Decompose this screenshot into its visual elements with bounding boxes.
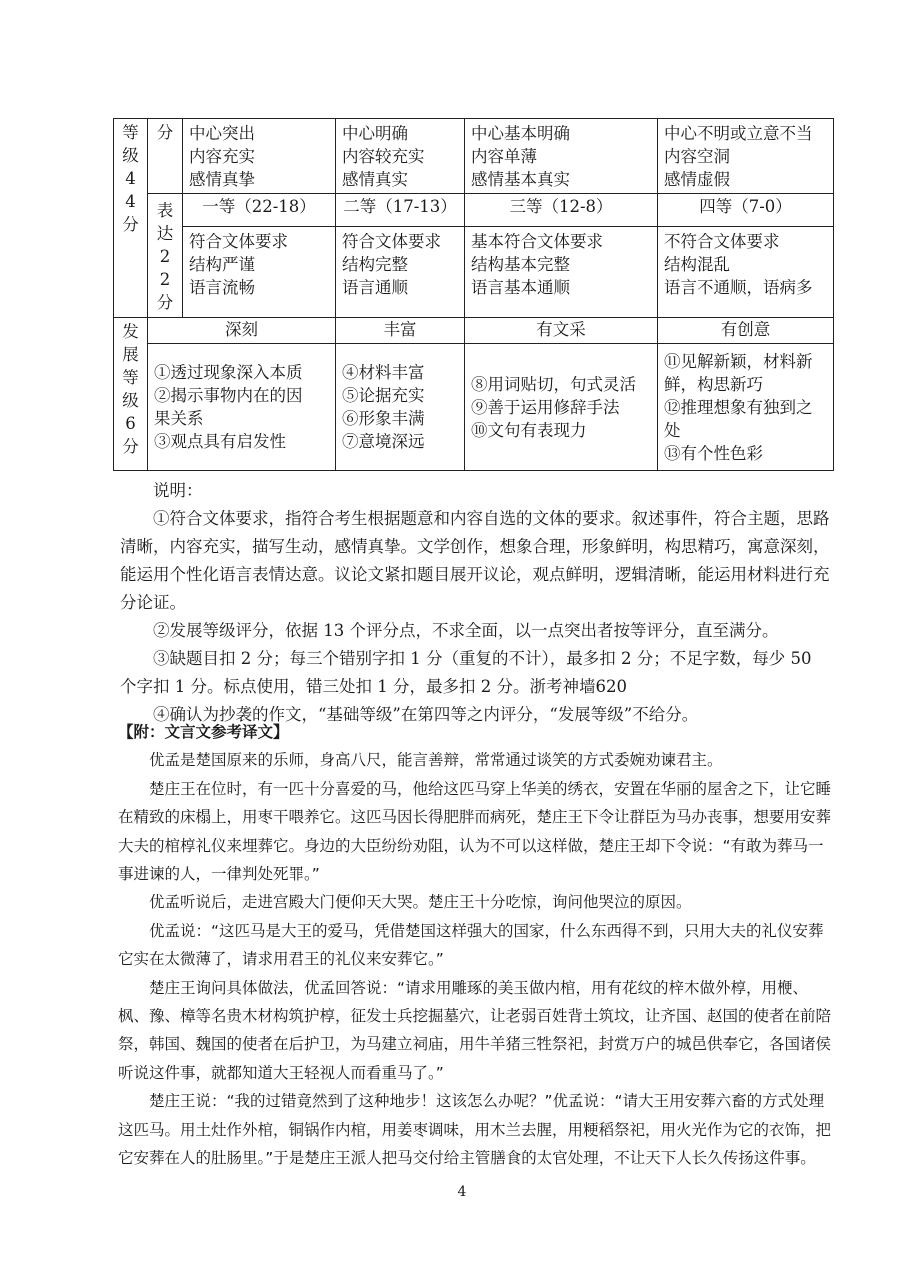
note-item: ④确认为抄袭的作文，“基础等级”在第四等之内评分，“发展等级”不给分。 [153, 705, 699, 724]
dev-cell-3 [465, 344, 658, 471]
content-cell-4 [658, 119, 834, 194]
content-line: 内容较充实 [342, 147, 425, 166]
content-line: 中心不明或立意不当 [664, 124, 813, 143]
dev-line: ⑥形象丰满 [342, 409, 425, 428]
dev-line: ⑨善于运用修辞手法 [471, 397, 620, 417]
grading-table [113, 118, 834, 471]
content-line: 中心明确 [342, 124, 408, 143]
translation-paragraph: 优孟听说后，走进宫殿大门便仰天大哭。楚庄王十分吃惊，询问他哭泣的原因。 [149, 893, 692, 912]
expression-cell-4 [658, 227, 834, 318]
note-item: ③缺题目扣 2 分；每三个错别字扣 1 分（重复的不计），最多扣 2 分；不足字数，每少 50 个字扣 1 分。标点使用，错三处扣 1 分，最多扣 2 分。浙考神墙620 [120, 649, 812, 696]
note-item: ①符合文体要求，指符合考生根据题意和内容自选的文体的要求。叙述事件，符合主题，思路清晰，内容充实，描写生动，感情真挚。文学创作，想象合理，形象鲜明，构思精巧，寓意深刻，能运用个性化语言表情达意。议论文紧扣题目展开议论，观点鲜明，逻辑清晰，能运用材料进行充分论证。 [120, 509, 830, 612]
dev-line: ①透过现象深入本质 [154, 363, 303, 382]
content-line: 内容空洞 [664, 147, 730, 166]
translation-paragraph: 楚庄王在位时，有一匹十分喜爱的马，他给这匹马穿上华美的绣衣，安置在华丽的屋舍之下，让它睡在精致的床榻上，用枣干喂养它。这匹马因长得肥胖而病死，楚庄王下令让群臣为马办丧事，想要用安葬大夫的棺椁礼仪来埋葬它。身边的大臣纷纷劝阻，认为不可以这样做，楚庄王却下令说：“有敢为葬马一事进谏的人，一律判处死罪。” [118, 779, 832, 884]
notes-section [120, 477, 830, 729]
dev-line: ⑧用词贴切，句式灵活 [471, 374, 636, 394]
dev-header-1: 深刻 [148, 318, 336, 344]
dev-line: 处 [664, 420, 681, 440]
dev-line: ⑬有个性色彩 [664, 443, 763, 463]
grade-header-1: 一等（22-18） [183, 194, 336, 227]
expression-line: 结构完整 [342, 255, 408, 274]
expression-line: 符合文体要求 [342, 232, 441, 251]
content-cell-2 [336, 119, 465, 194]
dev-line: ⑩文句有表现力 [471, 420, 587, 440]
development-label-text: 发展等级6分 [122, 322, 139, 456]
expression-line: 结构严谨 [189, 255, 255, 274]
development-label [114, 318, 148, 471]
expression-line: 结构基本完整 [471, 255, 570, 274]
dev-header-3: 有文采 [465, 318, 658, 344]
dev-cell-4 [658, 344, 834, 471]
dev-line: ⑤论据充实 [342, 386, 425, 405]
expression-line: 语言通顺 [342, 278, 408, 297]
fen-label: 分 [148, 119, 183, 194]
dev-cell-2 [336, 344, 465, 471]
translation-paragraph: 楚庄王说：“我的过错竟然到了这种地步！这该怎么办呢？”优孟说：“请大王用安葬六畜的方式处理这匹马。用土灶作外棺，铜锅作内棺，用姜枣调味，用木兰去腥，用粳稻祭祀，用火光作为它的衣饰，把它安葬在人的肚肠里。”于是楚庄王派人把马交付给主管膳食的太官处理，不让天下人长久传扬这件事。 [118, 1092, 832, 1168]
dev-line: ②揭示事物内在的因 [154, 386, 303, 405]
translation-heading: 【附：文言文参考译文】 [118, 723, 289, 741]
grade-header-2: 二等（17-13） [336, 194, 465, 227]
expression-cell-2 [336, 227, 465, 318]
content-line: 中心基本明确 [471, 124, 570, 143]
expression-cell-3 [465, 227, 658, 318]
expression-line: 结构混乱 [664, 255, 730, 274]
dev-line: ③观点具有启发性 [154, 432, 286, 451]
expression-line: 不符合文体要求 [664, 232, 780, 251]
translation-paragraph: 楚庄王询问具体做法，优孟回答说：“请求用雕琢的美玉做内棺，用有花纹的梓木做外椁，用楩、枫、豫、樟等名贵木材构筑护椁，征发士兵挖掘墓穴，让老弱百姓背土筑坟，让齐国、赵国的使者在前陪祭，韩国、魏国的使者在后护卫，为马建立祠庙，用牛羊猪三牲祭祀，封赏万户的城邑供奉它，各国诸侯听说这件事，就都知道大王轻视人而看重马了。” [118, 978, 832, 1082]
content-line: 内容单薄 [471, 147, 537, 166]
expression-cell-1 [183, 227, 336, 318]
dev-cell-1 [148, 344, 336, 471]
content-cell-3 [465, 119, 658, 194]
dev-header-4: 有创意 [658, 318, 834, 344]
base-label-text: 等级44分 [122, 123, 139, 234]
translation-paragraph: 优孟是楚国原来的乐师，身高八尺，能言善辩，常常通过谈笑的方式委婉劝谏君主。 [149, 751, 723, 770]
dev-line: ⑫推理想象有独到之 [664, 397, 813, 417]
expression-line: 语言流畅 [189, 278, 255, 297]
content-line: 中心突出 [189, 124, 255, 143]
grade-header-4: 四等（7-0） [658, 194, 834, 227]
note-item: ②发展等级评分，依据 13 个评分点，不求全面，以一点突出者按等评分，直至满分。 [153, 621, 779, 640]
dev-line: ④材料丰富 [342, 363, 425, 382]
dev-header-2: 丰富 [336, 318, 465, 344]
dev-line: ⑦意境深远 [342, 432, 425, 451]
notes-title: 说明： [153, 481, 203, 500]
content-line: 内容充实 [189, 147, 255, 166]
expression-line: 语言基本通顺 [471, 278, 570, 297]
expression-label-text: 表达22分 [156, 201, 174, 312]
base-level-label [114, 119, 148, 318]
content-line: 感情真实 [342, 170, 408, 189]
expression-line: 符合文体要求 [189, 232, 288, 251]
dev-line: 鲜，构思新巧 [664, 374, 763, 394]
translation-paragraph: 优孟说：“这匹马是大王的爱马，凭借楚国这样强大的国家，什么东西得不到，只用大夫的礼仪安葬它实在太微薄了，请求用君王的礼仪来安葬它。” [118, 921, 824, 969]
page-number: 4 [457, 1184, 467, 1200]
translation-section [118, 718, 832, 1173]
dev-line: 果关系 [154, 409, 204, 428]
expression-line: 语言不通顺，语病多 [664, 278, 813, 297]
dev-line: ⑪见解新颖，材料新 [664, 351, 813, 371]
expression-line: 基本符合文体要求 [471, 232, 603, 251]
content-line: 感情基本真实 [471, 170, 570, 189]
content-line: 感情真挚 [189, 170, 255, 189]
content-line: 感情虚假 [664, 170, 730, 189]
grade-header-3: 三等（12-8） [465, 194, 658, 227]
expression-label [148, 194, 183, 318]
content-cell-1 [183, 119, 336, 194]
